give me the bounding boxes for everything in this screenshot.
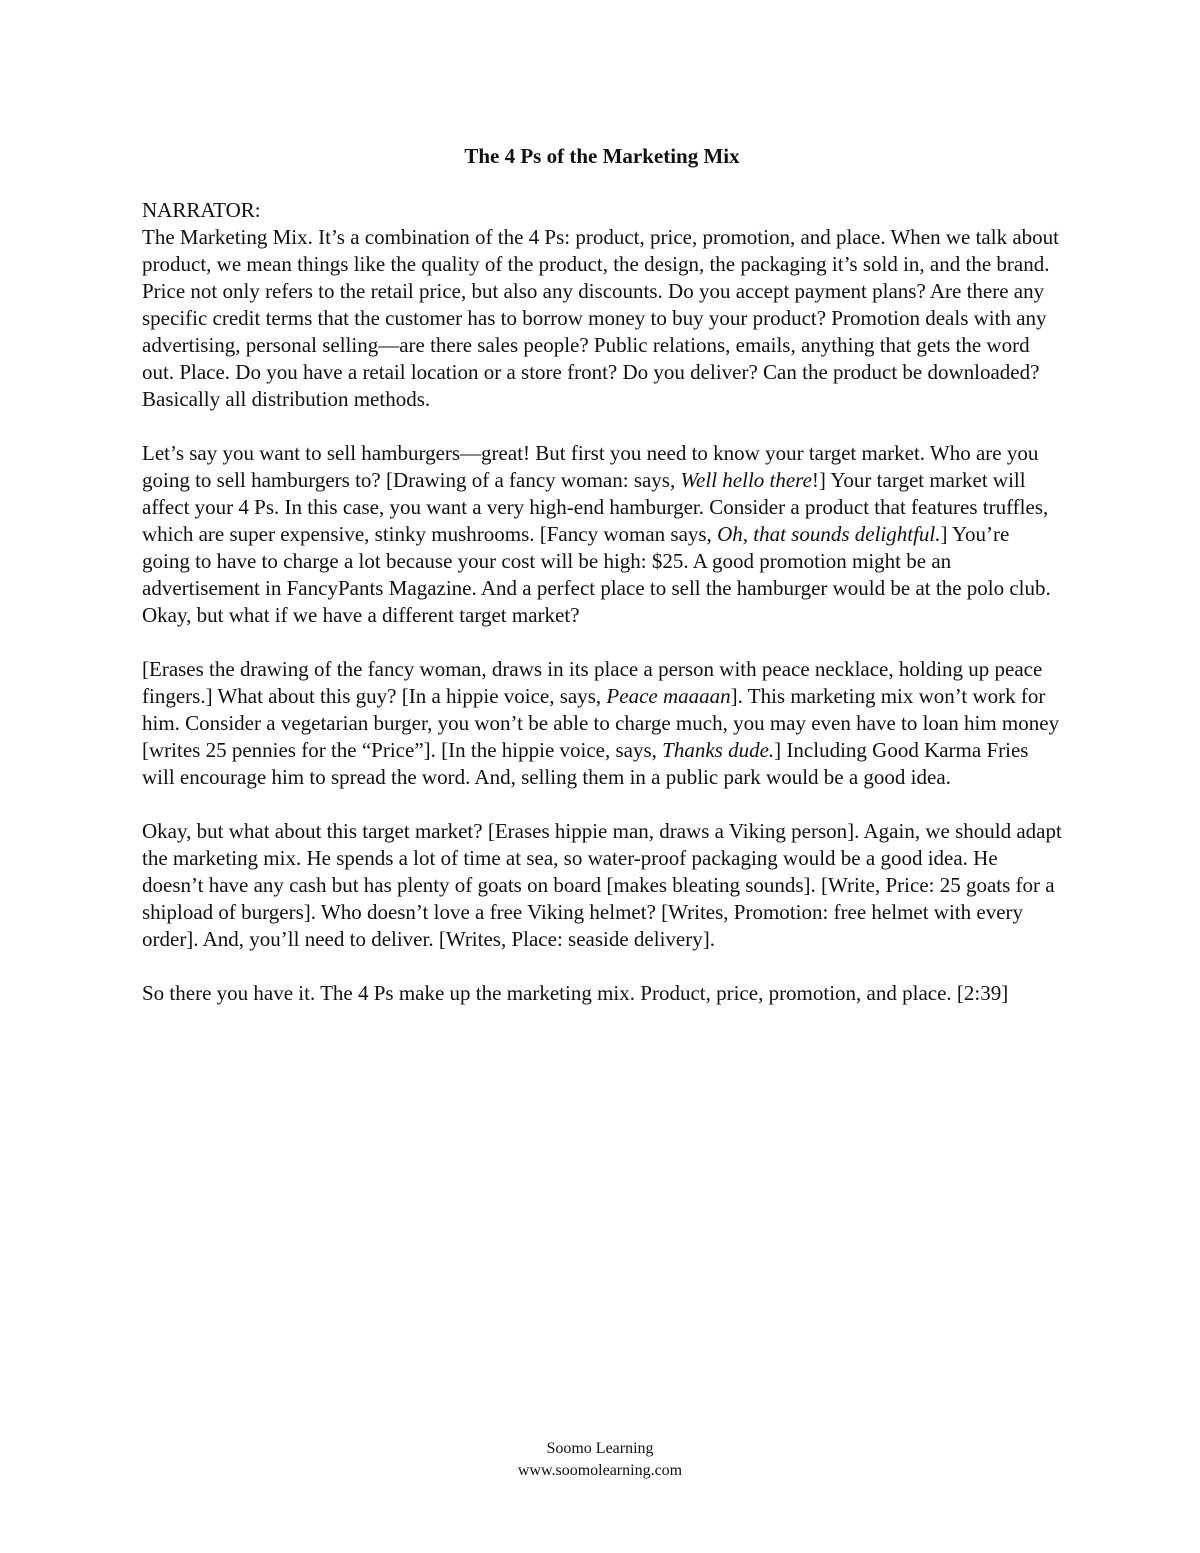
transcript-paragraph-3 <box>142 656 1062 791</box>
document-page <box>142 143 1062 1007</box>
text-run: ] You’re going to have to charge a lot because your cost will be high: $25. A good promotion might be an advertisement in FancyPants Magazine. And a perfect place to sell the hamburger would be at the polo club. Okay, but what if we have a different target market? <box>142 522 1051 627</box>
text-run: So there you have it. The 4 Ps make up the marketing mix. Product, price, promotion, and place. [2:39] <box>142 981 1009 1005</box>
italic-quote: Peace maaaan <box>606 684 731 708</box>
text-run: ] Including Good Karma Fries will encourage him to spread the word. And, selling them in a public park would be a good idea. <box>142 738 1029 789</box>
footer-company: Soomo Learning <box>546 1440 654 1457</box>
text-run: [Erases the drawing of the fancy woman, draws in its place a person with peace necklace, holding up peace fingers.] What about this guy? [In a hippie voice, says, <box>142 657 1043 708</box>
transcript-paragraph-4 <box>142 818 1062 953</box>
italic-quote: Well hello there <box>680 468 812 492</box>
footer-url: www.soomolearning.com <box>517 1462 683 1479</box>
italic-quote: Thanks dude. <box>662 738 775 762</box>
text-run: ]. This marketing mix won’t work for him. Consider a vegetarian burger, you won’t be able to charge much, you may even have to loan him money [writes 25 pennies for the “Price”]. [In the hippie voice, says, <box>142 684 1060 762</box>
page-footer <box>0 1438 1200 1482</box>
italic-quote: Oh, that sounds delightful. <box>717 522 941 546</box>
text-run: Okay, but what about this target market? [Erases hippie man, draws a Viking person]. Again, we should adapt the marketing mix. He spends a lot of time at sea, so water-proof packaging would be a good idea. He doesn’t have any cash but has plenty of goats on board [makes bleating sounds]. [Write, Price: 25 goats for a shipload of burgers]. Who doesn’t love a free Viking helmet? [Writes, Promotion: free helmet with every order]. And, you’ll need to deliver. [Writes, Place: seaside delivery]. <box>142 819 1062 951</box>
transcript-paragraph-2 <box>142 440 1062 629</box>
document-title: The 4 Ps of the Marketing Mix <box>464 144 740 168</box>
transcript-paragraph-5 <box>142 980 1062 1007</box>
text-run: Let’s say you want to sell hamburgers—great! But first you need to know your target market. Who are you going to sell hamburgers to? [Drawing of a fancy woman: says, <box>142 441 1039 492</box>
narrator-paragraph <box>142 197 1062 413</box>
text-run: !] Your target market will affect your 4 Ps. In this case, you want a very high-end hamburger. Consider a product that features truffles, which are super expensive, stinky mushrooms. [Fancy woman says, <box>142 468 1049 546</box>
transcript-paragraph-1 <box>142 225 1059 411</box>
speaker-label: NARRATOR: <box>142 198 261 222</box>
text-run: The Marketing Mix. It’s a combination of the 4 Ps: product, price, promotion, and place. When we talk about product, we mean things like the quality of the product, the design, the packaging it’s sold in, and the brand. Price not only refers to the retail price, but also any discounts. Do you accept payment plans? Are there any specific credit terms that the customer has to borrow money to buy your product? Promotion deals with any advertising, personal selling—are there sales people? Public relations, emails, anything that gets the word out. Place. Do you have a retail location or a store front? Do you deliver? Can the product be downloaded? Basically all distribution methods. <box>142 225 1059 411</box>
transcript-body <box>142 197 1062 1007</box>
